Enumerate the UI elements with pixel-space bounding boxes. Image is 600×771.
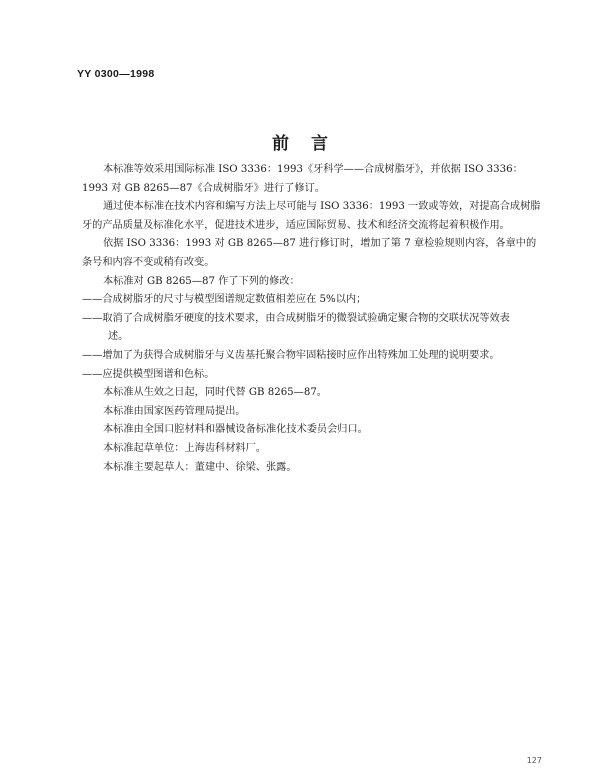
modification-item-2-line1: ——取消了合成树脂牙硬度的技术要求，由合成树脂牙的微裂试验确定聚合物的交联状况等效表 [82, 312, 510, 324]
modification-item-3: ——增加了为获得合成树脂牙与义齿基托聚合物牢固粘接时应作出特殊加工处理的说明要求。 [82, 349, 500, 361]
paragraph-purpose: 通过使本标准在技术内容和编写方法上尽可能与 ISO 3336：1993 一致或等效，对提高合成树脂牙的产品质量及标准化水平，促进技术进步，适应国际贸易、技术和经济交流将起着积极作用。 [82, 201, 541, 231]
closing-proposed-by: 本标准由国家医药管理局提出。 [103, 405, 246, 417]
page-title: 前言 [272, 134, 350, 154]
page-number: 127 [526, 756, 542, 765]
standard-code: YY 0300—1998 [77, 68, 155, 80]
foreword-body [82, 161, 544, 477]
closing-replaces: 本标准从生效之日起，同时代替 GB 8265—87。 [103, 387, 327, 399]
paragraph-adoption: 本标准等效采用国际标准 ISO 3336：1993《牙科学——合成树脂牙》，并依据 ISO 3336：1993 对 GB 8265—87《合成树脂牙》进行了修订。 [82, 164, 523, 194]
modification-item-1: ——合成树脂牙的尺寸与模型图谱规定数值相差应在 5%以内； [82, 294, 367, 306]
modification-item-4: ——应提供模型图谱和色标。 [82, 368, 215, 380]
modification-item-2 [82, 310, 544, 347]
modification-item-2-line2: 述。 [108, 331, 129, 343]
closing-drafting-unit: 本标准起草单位：上海齿科材料厂。 [103, 442, 266, 454]
closing-managed-by: 本标准由全国口腔材料和器械设备标准化技术委员会归口。 [103, 424, 368, 436]
closing-drafters: 本标准主要起草人：董建中、徐梁、张露。 [103, 461, 297, 473]
paragraph-revision: 依据 ISO 3336：1993 对 GB 8265—87 进行修订时，增加了第 7 章检验规则内容，各章中的条号和内容不变或稍有改变。 [82, 238, 537, 268]
paragraph-modifications-intro: 本标准对 GB 8265—87 作了下列的修改： [103, 275, 300, 287]
